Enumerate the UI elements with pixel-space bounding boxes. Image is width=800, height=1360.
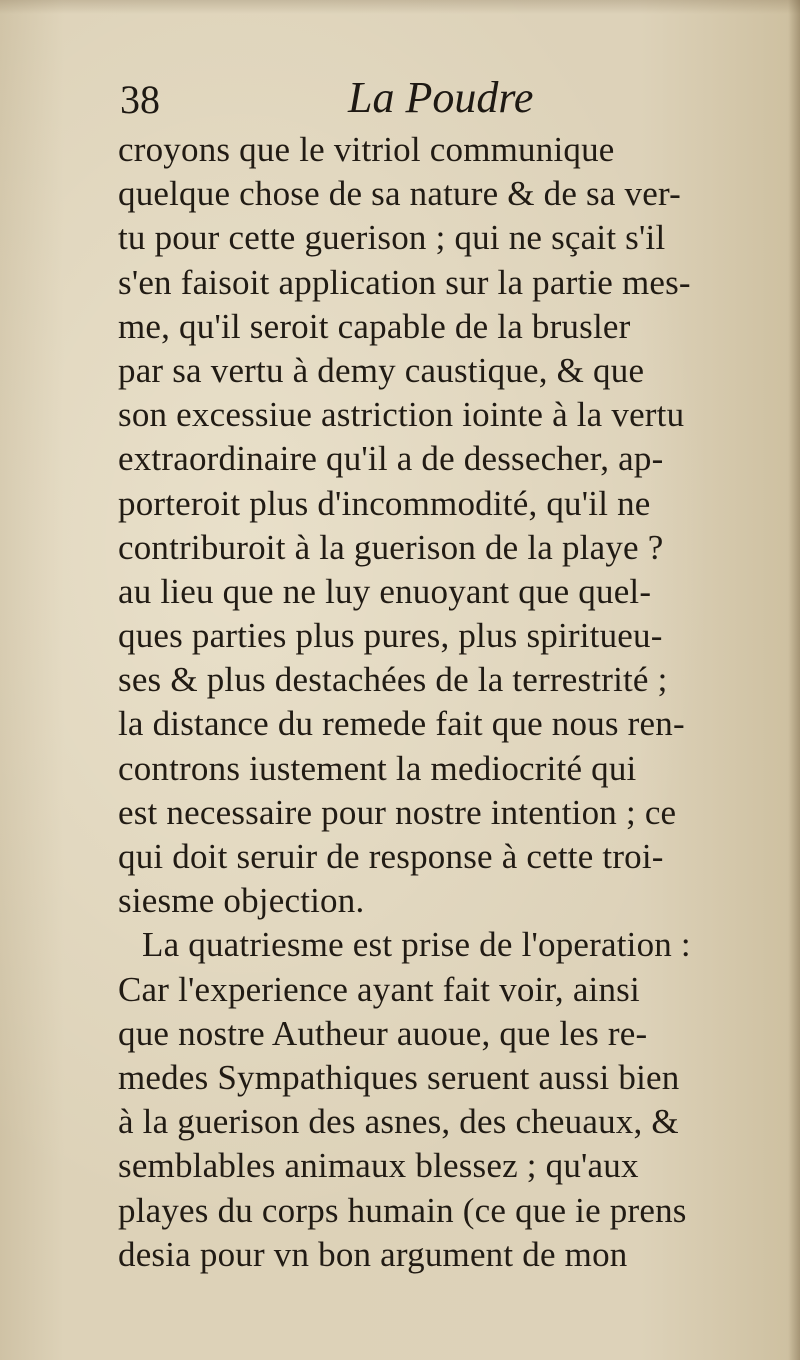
text-line: son excessiue astriction iointe à la vertu (118, 395, 685, 435)
page-number: 38 (120, 77, 160, 122)
text-line: siesme objection. (118, 881, 365, 921)
text-line: s'en faisoit application sur la partie mes- (118, 262, 691, 302)
text-line: que nostre Autheur auoue, que les re- (118, 1013, 648, 1053)
text-line: est necessaire pour nostre intention ; ce (118, 792, 677, 832)
text-line: tu pour cette guerison ; qui ne sçait s'il (118, 218, 666, 258)
page-top-shadow (0, 0, 800, 14)
text-line: porteroit plus d'incommodité, qu'il ne (118, 483, 651, 523)
text-line: quelque chose de sa nature & de sa ver- (118, 174, 681, 214)
text-line: au lieu que ne luy enuoyant que quel- (118, 571, 652, 611)
text-line: playes du corps humain (ce que ie prens (118, 1190, 687, 1230)
text-line: Car l'experience ayant fait voir, ainsi (118, 969, 640, 1009)
text-line: ques parties plus pures, plus spiritueu- (118, 616, 663, 656)
text-line: par sa vertu à demy caustique, & que (118, 350, 645, 390)
text-line: croyons que le vitriol communique (118, 130, 615, 169)
text-line: ses & plus destachées de la terrestrité ; (118, 660, 668, 700)
text-line: semblables animaux blessez ; qu'aux (118, 1146, 639, 1186)
text-line: contriburoit à la guerison de la playe ? (118, 527, 664, 567)
text-line: à la guerison des asnes, des cheuaux, & (118, 1102, 679, 1142)
text-line: desia pour vn bon argument de mon (118, 1234, 628, 1274)
page-edge-shadow (788, 0, 800, 1360)
paragraph-start-line: La quatriesme est prise de l'operation : (142, 925, 691, 965)
text-line: la distance du remede fait que nous ren- (118, 704, 685, 744)
text-line: me, qu'il seroit capable de la brusler (118, 306, 631, 346)
running-head: La Poudre (348, 73, 534, 122)
body-text (118, 128, 768, 1277)
text-line: medes Sympathiques seruent aussi bien (118, 1057, 680, 1097)
page-header (120, 70, 680, 130)
text-line: extraordinaire qu'il a de dessecher, ap- (118, 439, 664, 479)
text-line: controns iustement la mediocrité qui (118, 748, 637, 788)
text-line: qui doit seruir de response à cette troi- (118, 837, 664, 876)
